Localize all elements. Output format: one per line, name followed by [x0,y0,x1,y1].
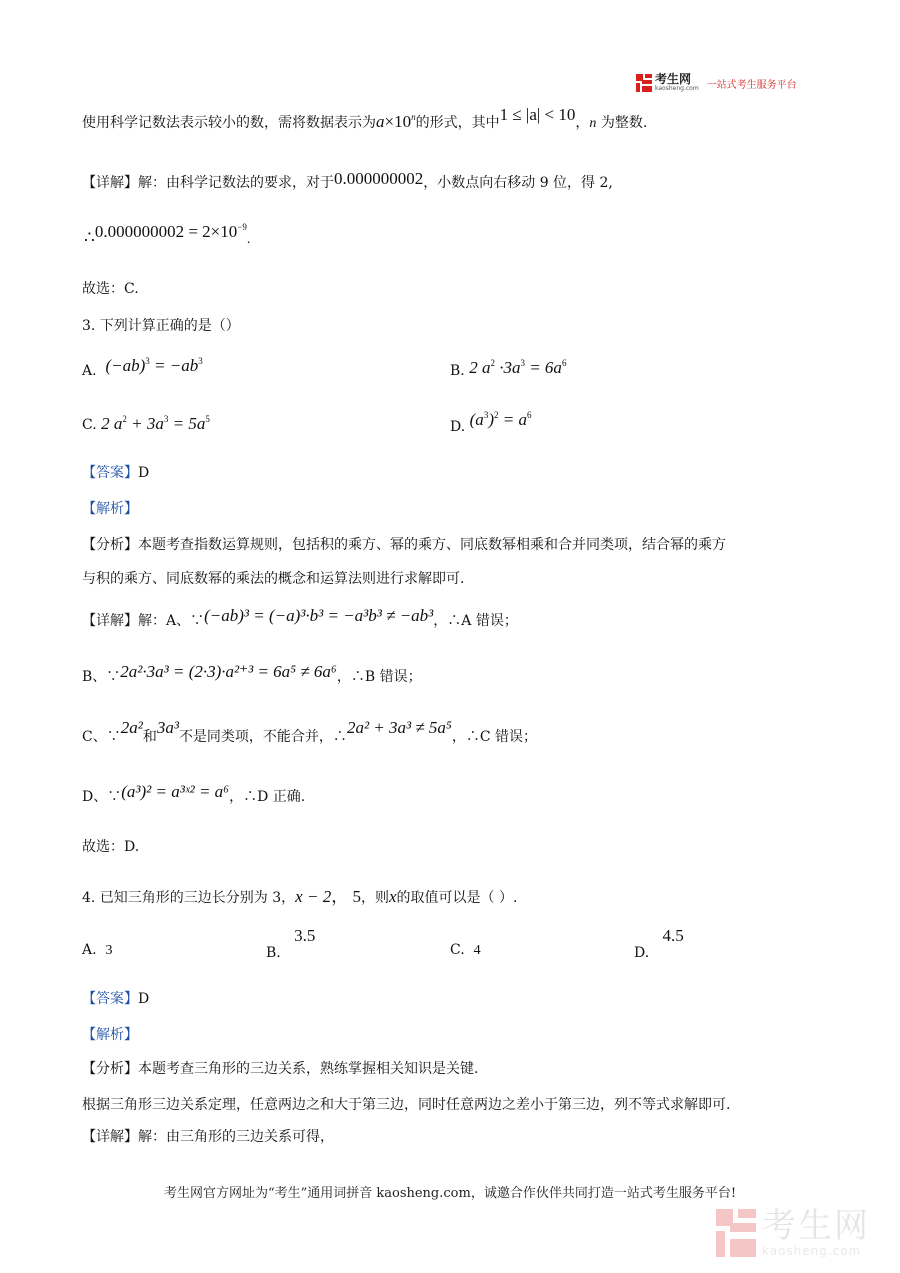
option-rest: = −ab [149,356,199,375]
q4-stem-x: x [388,887,397,906]
q3-choose: 故选：D. [82,839,140,855]
rule-condition: 1 ≤ |a| < 10 [499,105,576,124]
option-expr: (a [469,410,484,429]
q4-stem-mid: ，则 [360,890,389,906]
option-expr: (−ab) [105,356,146,375]
answer-value: D [138,991,150,1007]
detail-label: 【详解】 [82,613,138,629]
rule-text-mid: 的形式，其中 [415,115,500,131]
option-tail-exp: 6 [561,358,567,368]
footer-text: 考生网官方网址为“考生”通用词拼音 kaosheng.com，诚邀合作伙伴共同打造一站式考生服务平台! [163,1186,737,1201]
option-rest-exp: 3 [520,358,525,368]
fenxi-text: 本题考查三角形的三边关系，熟练掌握相关知识是关键. [138,1061,479,1077]
option-label: A. [82,363,97,379]
detail-and: 和 [142,729,157,745]
q3-answer [82,462,149,482]
option-label: B. [266,945,281,961]
option-value: 3 [105,943,113,958]
q4-answer [82,988,149,1008]
header-brand-sub: kaosheng.com [655,85,699,92]
option-tail-exp: 6 [526,410,532,420]
option-label: B. [450,363,465,379]
q3-option-b[interactable] [450,358,566,378]
kaosheng-watermark-icon [716,1209,756,1257]
watermark-logo [716,1208,870,1258]
option-exp: 2 [122,414,127,424]
fenxi-label: 【分析】 [82,1061,138,1077]
q3-fenxi-line-2: 与积的乘方、同底数幂的乘法的概念和运算法则进行求解即可. [82,571,465,587]
sci-notation-rule [82,105,648,132]
q3-analysis-label: 【解析】 [82,501,138,517]
option-rest: + 3a [126,414,164,433]
detail-pre: C、∵ [82,729,121,745]
option-exp: 3 [483,410,489,420]
rule-comma: ， [575,115,590,131]
equation-end: . [246,232,251,247]
rule-form-a: a [376,112,385,131]
detail-expr: 2a²·3a³ = (2·3)·a²⁺³ = 6a⁵ ≠ 6a⁶ [120,662,337,681]
q3-detail-b [82,662,422,686]
detail-text: 解：由三角形的三边关系可得， [138,1129,334,1145]
rule-form-times: ×10 [384,112,412,131]
option-label: D. [634,945,650,961]
option-rest-exp: 3 [198,356,203,366]
header-slogan: 一站式考生服务平台 [706,79,797,91]
q4-stem-5: ， 5 [331,887,361,906]
option-rest-exp: 3 [163,414,169,424]
question-3-stem [82,315,240,335]
detail-text-2: ，小数点向右移动 9 位，得 2, [423,175,613,191]
therefore-equation [84,222,251,248]
rule-text-post: 为整数. [600,115,648,131]
detail-expr: (a³)² = a³ˣ² = a⁶ [121,782,230,801]
option-rest: ) [488,410,494,429]
detail-expr: (−ab)³ = (−a)³·b³ = −a³b³ ≠ −ab³ [204,606,434,625]
option-rest-exp: 2 [493,410,499,420]
detail-term-1: 2a² [120,718,143,737]
q4-detail [82,1126,334,1146]
detail-post: ，∴B 错误； [336,669,422,685]
answer-label: 【答案】 [82,465,138,481]
detail-label: 【详解】 [82,175,138,191]
q4-theory: 根据三角形三边关系定理，任意两边之和大于第三边，同时任意两边之差小于第三边，列不等式求解即可. [82,1097,731,1113]
option-label: D. [450,419,466,435]
choose-c: 故选：C. [82,281,139,297]
q3-option-d[interactable] [450,410,532,435]
detail-paragraph-q2 [82,169,613,192]
kaosheng-logo-icon [636,74,652,92]
detail-post: ，∴C 错误； [451,729,538,745]
detail-mid: 不是同类项，不能合并，∴ [178,729,347,745]
option-expr: 2 a [101,414,123,433]
option-exp: 2 [490,358,495,368]
detail-label: 【详解】 [82,1129,138,1145]
question-4-stem [82,882,517,907]
q3-number: 3. [82,318,96,334]
detail-expr: 2a² + 3a³ ≠ 5a⁵ [346,718,452,737]
q4-option-c[interactable] [450,942,481,959]
q4-stem-pre: 已知三角形的三边长分别为 3， [99,890,296,906]
equation-text: 0.000000002 = 2×10 [94,222,238,241]
q4-option-d[interactable] [634,926,684,961]
q4-stem-post: 的取值可以是（ ）. [396,890,518,906]
option-value: 3.5 [294,926,316,945]
option-label: A. [82,942,97,958]
option-value: 4 [473,943,481,958]
detail-post: ，∴D 正确. [229,789,306,805]
therefore-symbol: ∴ [84,228,95,248]
watermark-brand: 考生网 [762,1206,870,1246]
header-brand: 考生网 [655,72,692,86]
q3-option-a[interactable] [82,356,203,379]
option-tail: = a [498,410,527,429]
q4-number: 4. [82,890,96,906]
q3-stem-text: 下列计算正确的是（） [99,318,240,334]
q3-option-c[interactable] [82,414,210,434]
option-tail-exp: 5 [205,414,210,424]
q3-detail-d [82,782,306,806]
detail-pre: B、∵ [82,669,121,685]
option-value: 4.5 [662,926,684,945]
fenxi-text: 本题考查指数运算规则，包括积的乘方、幂的乘方、同底数幂相乘和合并同类项，结合幂的乘方 [138,537,726,553]
answer-value: D [138,465,150,481]
option-exp: 3 [145,356,150,366]
q4-fenxi [82,1058,478,1078]
q4-option-b[interactable] [266,926,316,961]
detail-pre: 解：A、∵ [138,613,205,629]
option-label: C. [450,942,465,958]
detail-term-2: 3a³ [156,718,179,737]
option-tail: = 5a [168,414,206,433]
answer-label: 【答案】 [82,991,138,1007]
equation-exp: −9 [237,222,247,232]
watermark-sub: kaosheng.com [762,1244,862,1258]
option-tail: = 6a [524,358,562,377]
fenxi-label: 【分析】 [82,537,138,553]
q4-option-a[interactable] [82,942,112,959]
option-label: C. [82,417,97,433]
q4-stem-x2: x − 2 [295,887,332,906]
detail-number: 0.000000002 [334,169,424,188]
q3-detail-c [82,718,538,746]
detail-text-1: 解：由科学记数法的要求，对于 [138,175,334,191]
rule-text-pre: 使用科学记数法表示较小的数，需将数据表示为 [82,115,376,131]
option-expr: 2 a [469,358,491,377]
detail-post: ，∴A 错误； [433,613,518,629]
option-rest: ·3a [494,358,521,377]
header-logo[interactable] [636,72,797,94]
q3-detail-a [82,606,518,630]
detail-pre: D、∵ [82,789,122,805]
rule-n: n [589,116,597,131]
q4-analysis-label: 【解析】 [82,1027,138,1043]
q3-fenxi-line-1 [82,534,726,554]
rule-form-exp: n [411,112,416,122]
